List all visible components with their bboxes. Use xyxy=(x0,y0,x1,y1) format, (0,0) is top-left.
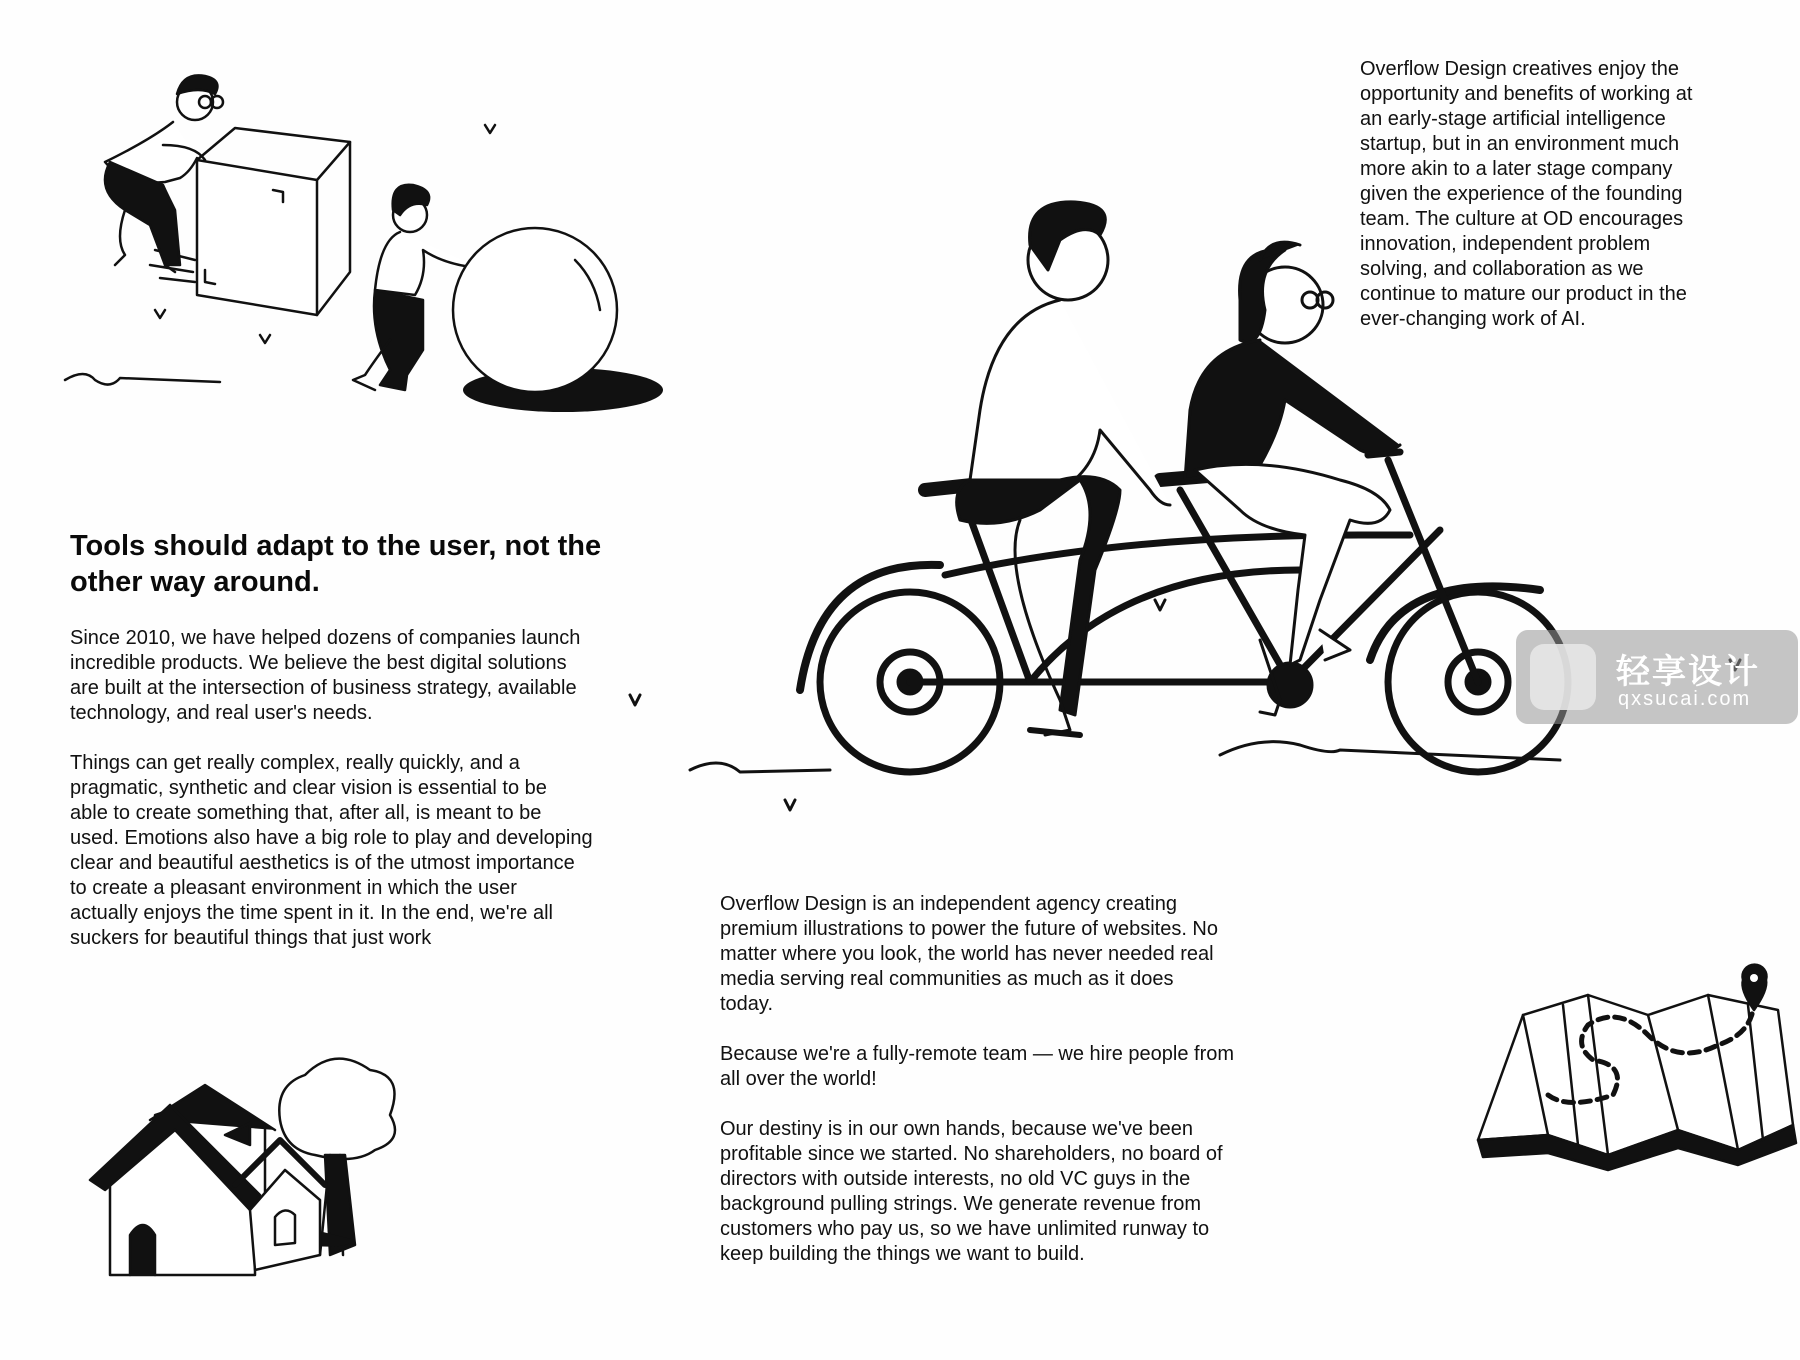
main-heading: Tools should adapt to the user, not the other way around. xyxy=(70,530,602,598)
watermark-url: qxsucai.com xyxy=(1618,688,1752,710)
top-right-paragraph: Overflow Design creatives enjoy the opportunity and benefits of working at an early-stage artificial intelligence startup, but in an environment much more akin to a later stage company given the experience of the founding team. The culture at OD encourages innovation, independent problem solving, and collaboration as we continue to mature our product in the ever-changing work of AI. xyxy=(1360,58,1693,330)
center-paragraph-2: Because we're a fully-remote team — we hire people from all over the world! xyxy=(720,1043,1235,1090)
left-paragraph-1: Since 2010, we have helped dozens of companies launch incredible products. We believe the best digital solutions are built at the intersection of business strategy, available technology, and real user's needs. xyxy=(70,627,581,724)
watermark-logo-icon xyxy=(1530,644,1596,710)
watermark-name: 轻享设计 xyxy=(1616,653,1760,691)
people-pushing-illustration xyxy=(55,50,655,410)
center-paragraph-1: Overflow Design is an independent agency creating premium illustrations to power the future of websites. No matter where you look, the world has never needed real media serving real communities as much as it does today. xyxy=(720,893,1218,1015)
left-paragraph-2: Things can get really complex, really quickly, and a pragmatic, synthetic and clear vision is essential to be able to create something that, after all, is meant to be used. Emotions also have a big role to play and developing clear and beautiful aesthetics is of the utmost importance to create a pleasant environment in which the user actually enjoys the time spent in it. In the end, we're all suckers for beautiful things that just work xyxy=(70,752,593,949)
house-tree-illustration xyxy=(85,1045,405,1275)
map-pin-illustration xyxy=(1478,965,1788,1165)
center-paragraph-3: Our destiny is in our own hands, because we've been profitable since we started. No shareholders, no board of directors with outside interests, no old VC guys in the background pulling strings. We generate revenue from customers who pay us, so we have unlimited runway to keep building the things we want to build. xyxy=(720,1118,1223,1265)
watermark-badge xyxy=(1516,630,1798,724)
